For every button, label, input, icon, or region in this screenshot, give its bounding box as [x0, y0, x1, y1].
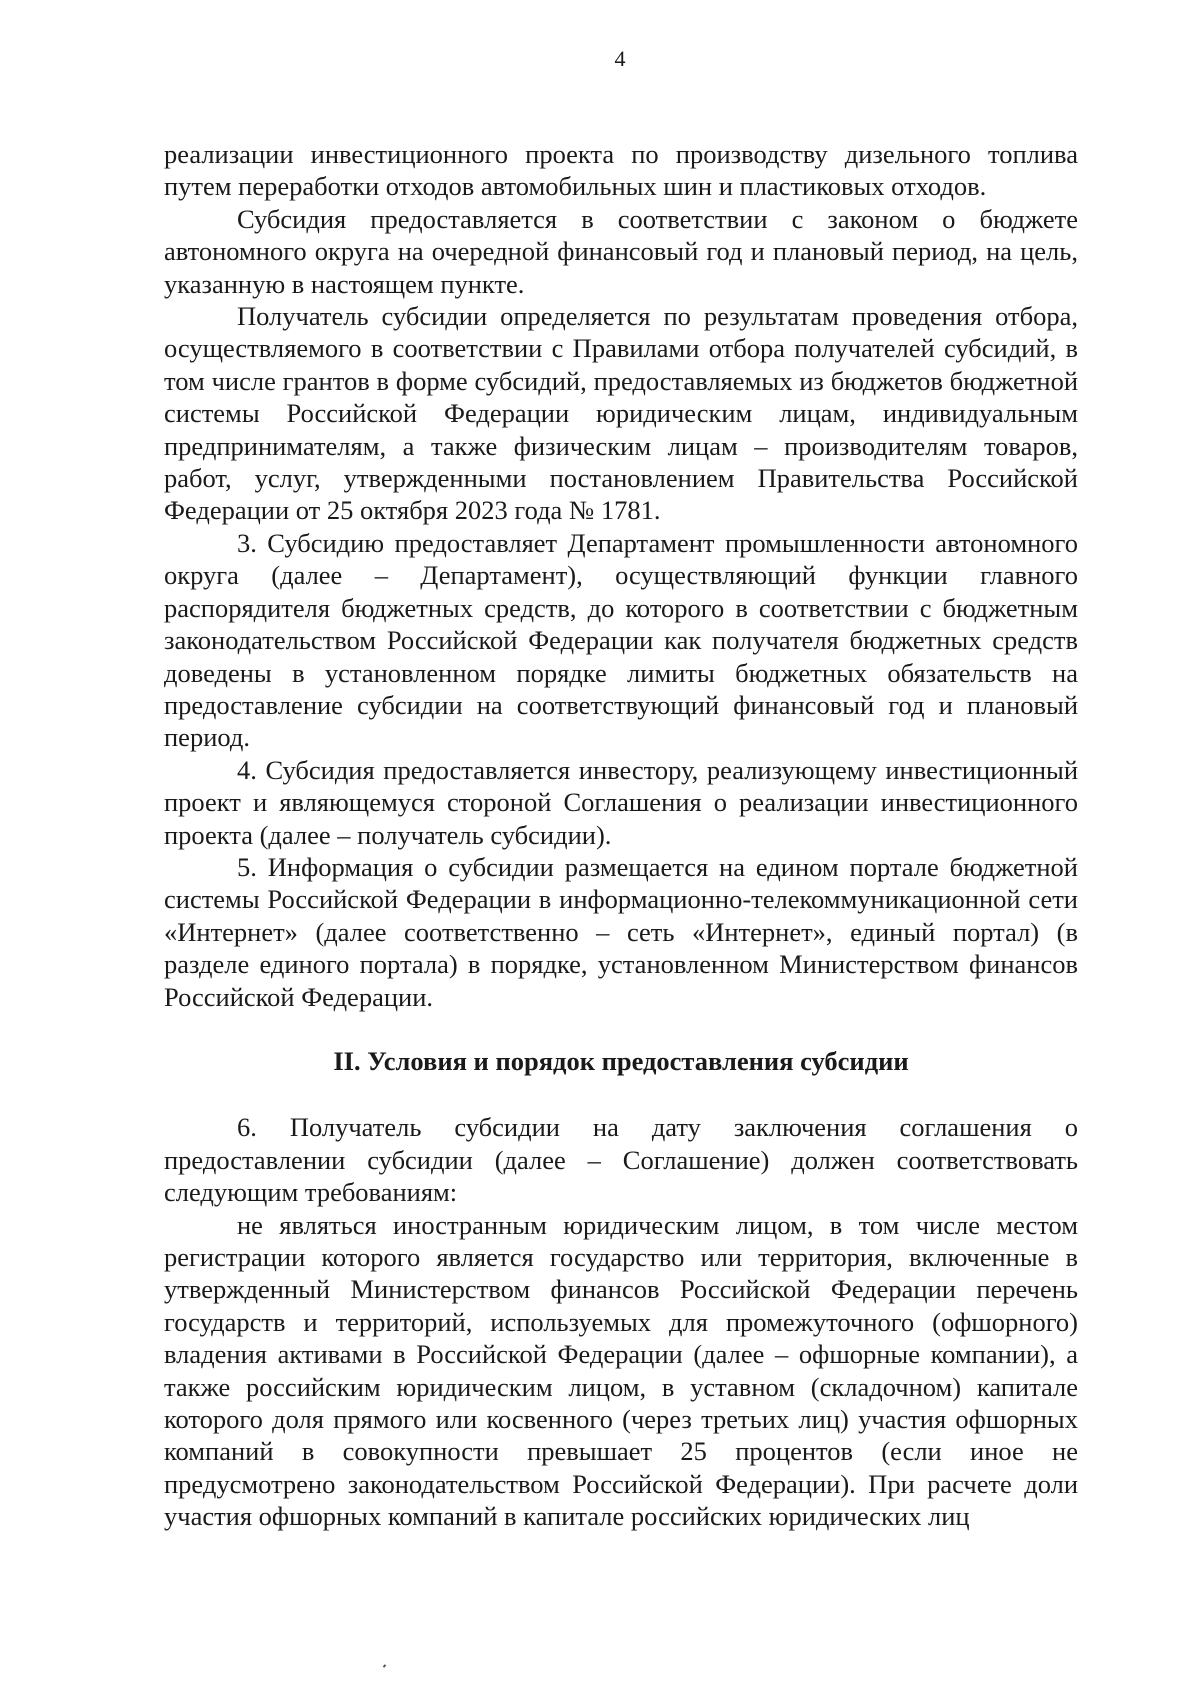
- scan-mark: [383, 1664, 386, 1668]
- paragraph-item-5: 5. Информация о субсидии размещается на едином портале бюджетной системы Российской Федерации в информационно-телекоммуникационной сети «Интернет» (далее соответственно – сеть «Интернет», единый портал) (в разделе единого портала) в порядке, установленном Министерством финансов Российской Федерации.: [164, 851, 1078, 1012]
- paragraph-item-3: 3. Субсидию предоставляет Департамент промышленности автономного округа (далее – Департамент), осуществляющий функции главного распорядителя бюджетных средств, до которого в соответствии с бюджетным законодательством Российской Федерации как получателя бюджетных средств доведены в установленном порядке лимиты бюджетных обязательств на предоставление субсидии на соответствующий финансовый год и плановый период.: [164, 527, 1078, 753]
- section-heading: II. Условия и порядок предоставления субсидии: [333, 1045, 909, 1076]
- paragraph-recipient-selection: Получатель субсидии определяется по результатам проведения отбора, осуществляемого в соответствии с Правилами отбора получателей субсидий, в том числе грантов в форме субсидий, предоставляемых из бюджетов бюджетной системы Российской Федерации юридическим лицам, индивидуальным предпринимателям, а также физическим лицам – производителям товаров, работ, услуг, утвержденными постановлением Правительства Российской Федерации от 25 октября 2023 года № 1781.: [164, 301, 1078, 526]
- paragraph-item-4: 4. Субсидия предоставляется инвестору, реализующему инвестиционный проект и являющемуся стороной Соглашения о реализации инвестиционного проекта (далее – получатель субсидии).: [164, 754, 1078, 850]
- paragraph-item-6: 6. Получатель субсидии на дату заключения соглашения о предоставлении субсидии (далее – Соглашение) должен соответствовать следующим требованиям:: [164, 1112, 1078, 1208]
- document-body: [164, 138, 1078, 1533]
- paragraph-continuation: реализации инвестиционного проекта по производству дизельного топлива путем переработки отходов автомобильных шин и пластиковых отходов.: [164, 139, 1078, 202]
- paragraph-subsidy-basis: Субсидия предоставляется в соответствии с законом о бюджете автономного округа на очередной финансовый год и плановый период, на цель, указанную в настоящем пункте.: [164, 203, 1078, 299]
- page-number: 4: [614, 46, 626, 71]
- paragraph-requirement: не являться иностранным юридическим лицом, в том числе местом регистрации которого является государство или территория, включенные в утвержденный Министерством финансов Российской Федерации перечень государств и территорий, используемых для промежуточного (офшорного) владения активами в Российской Федерации (далее – офшорные компании), а также российским юридическим лицом, в уставном (складочном) капитале которого доля прямого или косвенного (через третьих лиц) участия офшорных компаний в совокупности превышает 25 процентов (если иное не предусмотрено законодательством Российской Федерации). При расчете доли участия офшорных компаний в капитале российских юридических лиц: [164, 1209, 1078, 1532]
